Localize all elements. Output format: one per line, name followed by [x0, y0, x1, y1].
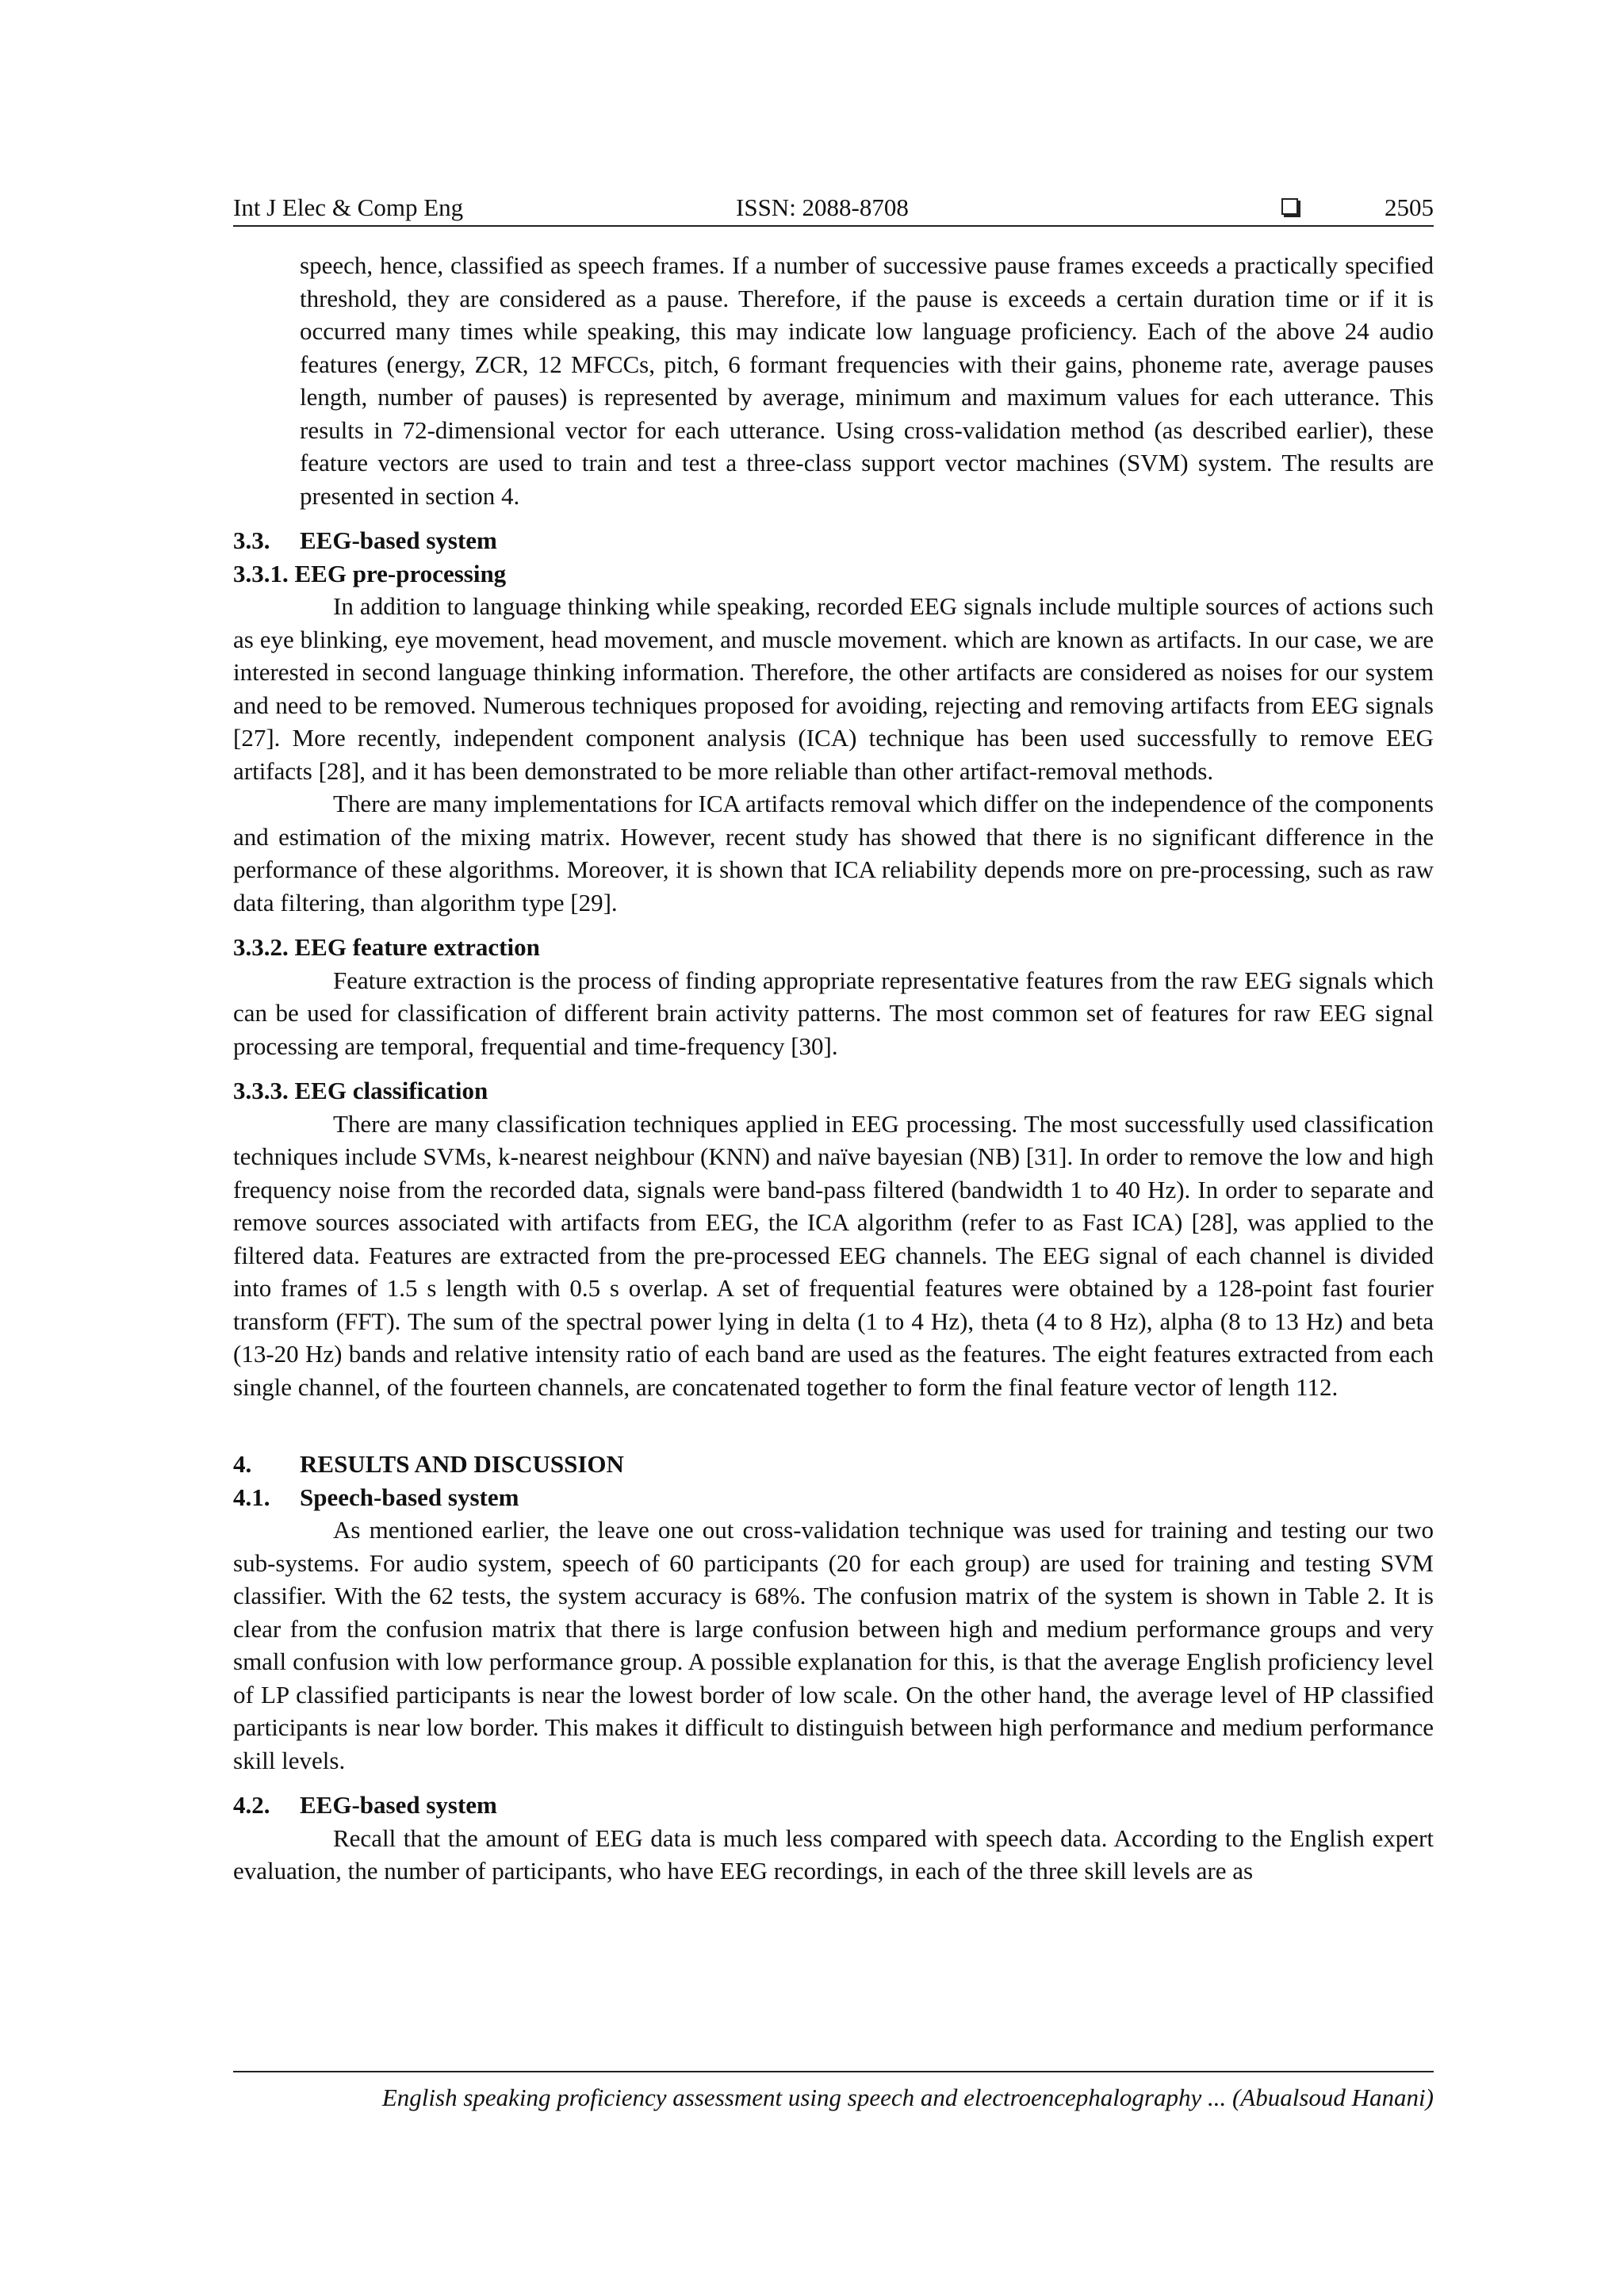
paragraph: There are many implementations for ICA artifacts removal which differ on the independence of the components and estimation of the mixing matrix. However, recent study has showed that there is no significant difference in the performance of these algorithms. Moreover, it is shown that ICA reliability depends more on pre-processing, such as raw data filtering, than algorithm type [29].	[233, 790, 1434, 916]
section-title: EEG-based system	[300, 1791, 497, 1819]
paragraph: Recall that the amount of EEG data is much less compared with speech data. According to the English expert evaluation, the number of participants, who have EEG recordings, in each of the three skill levels are as	[233, 1823, 1434, 1885]
issn: ISSN: 2088-8708	[736, 193, 909, 221]
page-number: 2505	[1385, 193, 1434, 221]
section-4-heading	[233, 1448, 1434, 1481]
paper-page	[233, 190, 1434, 1888]
section-title: EEG-based system	[300, 526, 497, 554]
continued-paragraph-block	[233, 249, 1434, 512]
section-4-1-heading	[233, 1481, 1434, 1514]
footer-citation: English speaking proficiency assessment using speech and electroencephalography ... (Abualsoud Hanani)	[381, 2084, 1434, 2111]
section-4-2-heading	[233, 1789, 1434, 1822]
section-title: Speech-based system	[300, 1483, 519, 1511]
section-3-3-2-heading: 3.3.2. EEG feature extraction	[233, 933, 540, 961]
paragraph: As mentioned earlier, the leave one out cross-validation technique was used for training and testing our two sub-systems. For audio system, speech of 60 participants (20 for each group) are used for training and testing SVM classifier. With the 62 tests, the system accuracy is 68%. The confusion matrix of the system is shown in Table 2. It is clear from the confusion matrix that there is large confusion between high and medium performance groups and very small confusion with low performance group. A possible explanation for this, is that the average English proficiency level of LP classified participants is near the lowest border of low scale. On the other hand, the average level of HP classified participants is near low border. This makes it difficult to distinguish between high performance and medium performance skill levels.	[233, 1516, 1434, 1774]
running-header	[233, 190, 1434, 227]
section-3-3-3-heading: 3.3.3. EEG classification	[233, 1077, 488, 1104]
section-3-3-1-heading: 3.3.1. EEG pre-processing	[233, 559, 507, 587]
section-title: RESULTS AND DISCUSSION	[300, 1450, 624, 1478]
section-3-3-heading	[233, 524, 1434, 557]
intro-paragraph: speech, hence, classified as speech frames. If a number of successive pause frames exceeds a practically specified threshold, they are considered as a pause. Therefore, if the pause is exceeds a certain duration time or if it is occurred many times while speaking, this may indicate low language proficiency. Each of the above 24 audio features (energy, ZCR, 12 MFCCs, pitch, 6 formant frequencies with their gains, phoneme rate, average pauses length, number of pauses) is represented by average, minimum and maximum values for each utterance. This results in 72-dimensional vector for each utterance. Using cross-validation method (as described earlier), these feature vectors are used to train and test a three-class support vector machines (SVM) system. The results are presented in section 4.	[300, 251, 1434, 510]
running-footer	[233, 2071, 1434, 2115]
paragraph: There are many classification techniques applied in EEG processing. The most successfully used classification techniques include SVMs, k-nearest neighbour (KNN) and naïve bayesian (NB) [31]. In order to remove the low and high frequency noise from the recorded data, signals were band-pass filtered (bandwidth 1 to 40 Hz). In order to separate and remove sources associated with artifacts from EEG, the ICA algorithm (refer to as Fast ICA) [28], was applied to the filtered data. Features are extracted from the pre-processed EEG channels. The EEG signal of each channel is divided into frames of 1.5 s length with 0.5 s overlap. A set of frequential features were obtained by a 128-point fast fourier transform (FFT). The sum of the spectral power lying in delta (1 to 4 Hz), theta (4 to 8 Hz), alpha (8 to 13 Hz) and beta (13-20 Hz) bands and relative intensity ratio of each band are used as the features. The eight features extracted from each single channel, of the fourteen channels, are concatenated together to form the final feature vector of length 112.	[233, 1109, 1434, 1401]
square-bullet-icon	[1281, 198, 1298, 215]
paragraph: In addition to language thinking while speaking, recorded EEG signals include multiple sources of actions such as eye blinking, eye movement, head movement, and muscle movement. which are known as artifacts. In our case, we are interested in second language thinking information. Therefore, the other artifacts are considered as noises for our system and need to be removed. Numerous techniques proposed for avoiding, rejecting and removing artifacts from EEG signals [27]. More recently, independent component analysis (ICA) technique has been used successfully to remove EEG artifacts [28], and it has been demonstrated to be more reliable than other artifact-removal methods.	[233, 592, 1434, 785]
paragraph: Feature extraction is the process of finding appropriate representative features from the raw EEG signals which can be used for classification of different brain activity patterns. The most common set of features for raw EEG signal processing are temporal, frequential and time-frequency [30].	[233, 966, 1434, 1060]
section-number: 4.	[233, 1450, 252, 1478]
section-number: 4.1.	[233, 1483, 270, 1511]
section-number: 3.3.	[233, 526, 270, 554]
journal-name: Int J Elec & Comp Eng	[233, 193, 464, 221]
section-number: 4.2.	[233, 1791, 270, 1819]
